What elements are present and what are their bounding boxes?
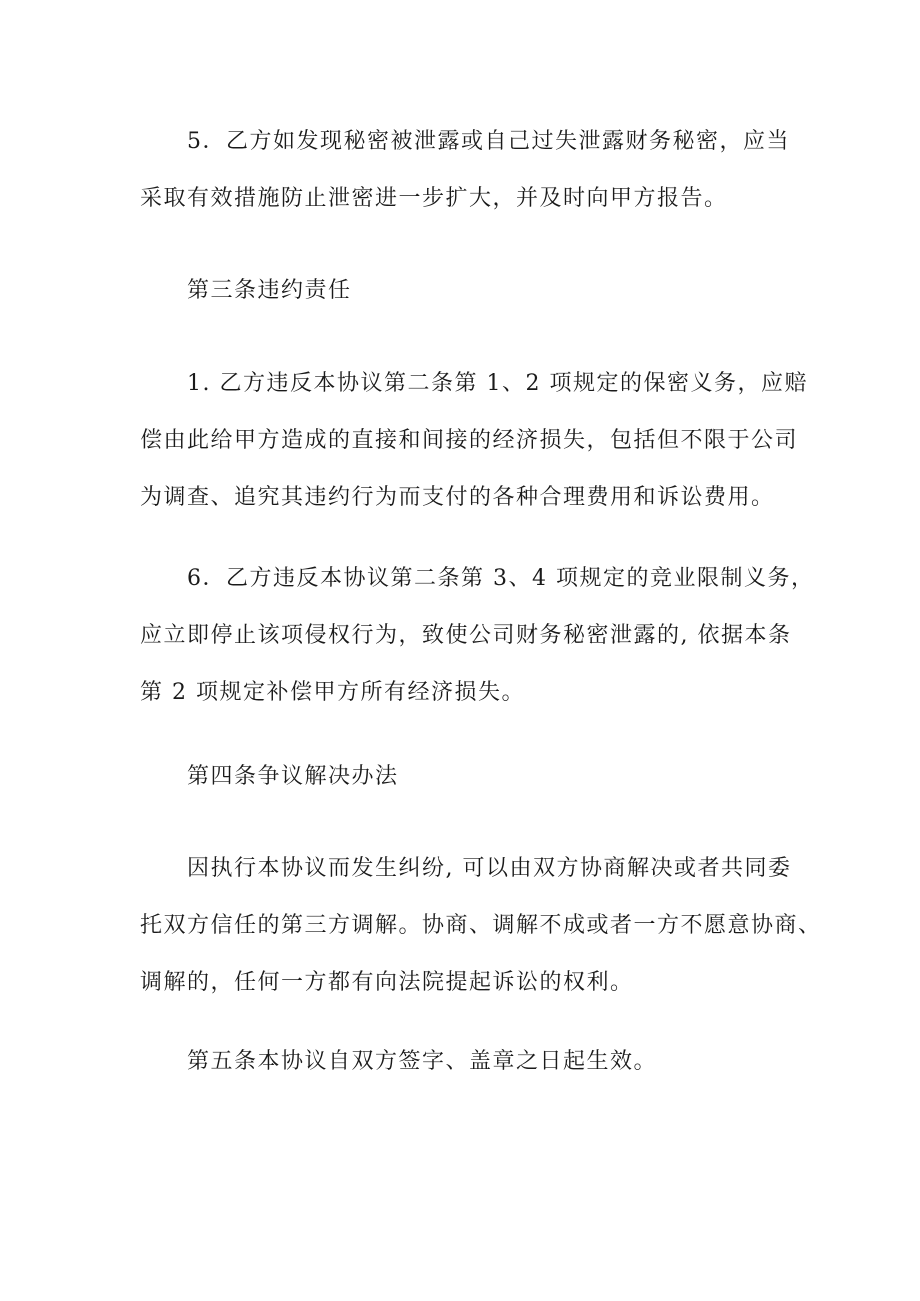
paragraph-line: 第 2 项规定补偿甲方所有经济损失。 [140, 680, 525, 705]
clause-2-item-5-paragraph [140, 113, 790, 227]
paragraph-line: 因执行本协议而发生纠纷, 可以由双方协商解决或者共同委 [187, 856, 792, 881]
clause-3-item-6-paragraph [140, 550, 815, 721]
clause-5-paragraph [140, 1033, 790, 1090]
clause-3-item-1-paragraph [140, 355, 808, 526]
paragraph-line: 调解的，任何一方都有向法院提起诉讼的权利。 [140, 970, 634, 995]
paragraph-line: 6．乙方违反本协议第二条第 3、4 项规定的竞业限制义务， [187, 566, 815, 591]
paragraph-line: 采取有效措施防止泄密进一步扩大，并及时向甲方报告。 [140, 186, 728, 211]
paragraph-line: 第五条本协议自双方签字、盖章之日起生效。 [187, 1049, 658, 1074]
paragraph-line: 应立即停止该项侵权行为，致使公司财务秘密泄露的, 依据本条 [140, 623, 792, 648]
section-heading-text: 第四条争议解决办法 [187, 764, 399, 789]
paragraph-line: 1. 乙方违反本协议第二条第 1、2 项规定的保密义务，应赔 [187, 371, 808, 396]
paragraph-line: 托双方信任的第三方调解。协商、调解不成或者一方不愿意协商、 [140, 913, 822, 938]
clause-3-heading [140, 262, 790, 319]
paragraph-line: 偿由此给甲方造成的直接和间接的经济损失，包括但不限于公司 [140, 428, 799, 453]
paragraph-line: 5．乙方如发现秘密被泄露或自己过失泄露财务秘密，应当 [187, 129, 790, 154]
clause-4-heading [140, 748, 790, 805]
clause-4-body-paragraph [140, 840, 822, 1011]
paragraph-line: 为调查、追究其违约行为而支付的各种合理费用和诉讼费用。 [140, 485, 775, 510]
section-heading-text: 第三条违约责任 [187, 278, 352, 303]
